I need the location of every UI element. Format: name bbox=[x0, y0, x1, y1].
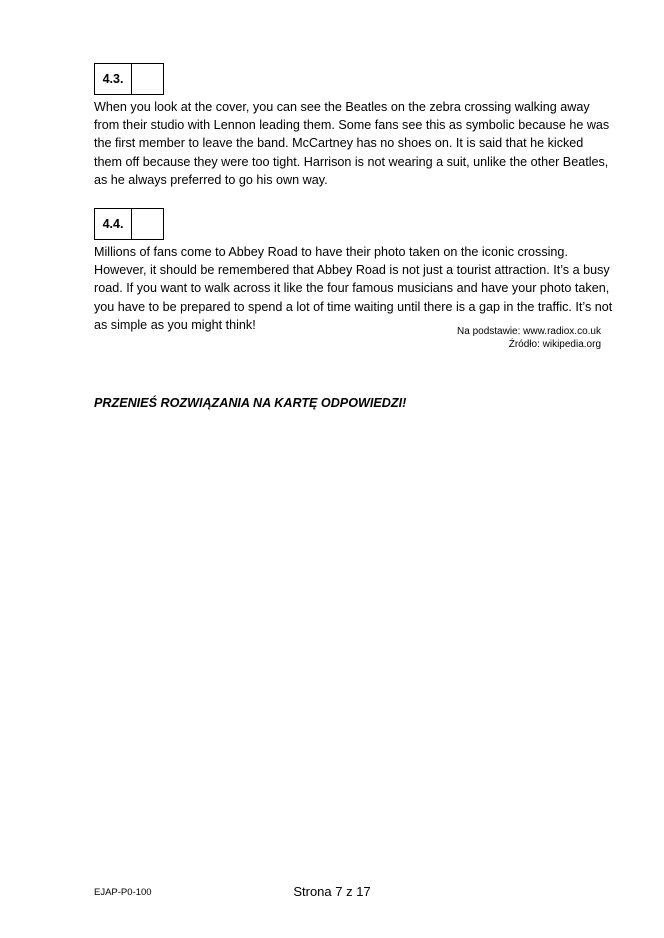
transfer-answers-notice: PRZENIEŚ ROZWIĄZANIA NA KARTĘ ODPOWIEDZI! bbox=[94, 396, 407, 410]
exam-code: EJAP-P0-100 bbox=[94, 887, 152, 898]
question-4-4-box bbox=[94, 208, 164, 240]
answer-cell[interactable] bbox=[132, 64, 163, 94]
answer-cell[interactable] bbox=[132, 209, 163, 239]
text-line: them off because they were too tight. Harrison is not wearing a suit, unlike the other Beatles, bbox=[94, 154, 609, 169]
text-line: as simple as you might think! bbox=[94, 317, 256, 332]
question-number: 4.4. bbox=[95, 209, 132, 239]
page-number: Strona 7 z 17 bbox=[293, 884, 371, 899]
question-4-3-box bbox=[94, 63, 164, 95]
text-line: road. If you want to walk across it like the four famous musicians and have your photo taken, bbox=[94, 281, 610, 296]
text-line: When you look at the cover, you can see the Beatles on the zebra crossing walking away bbox=[94, 100, 590, 114]
text-line: from their studio with Lennon leading them. Some fans see this as symbolic because he was bbox=[94, 118, 610, 133]
question-4-3-text bbox=[94, 98, 610, 189]
text-line: Millions of fans come to Abbey Road to have their photo taken on the iconic crossing. bbox=[94, 245, 568, 259]
source-attribution bbox=[457, 325, 601, 351]
question-4-4-text bbox=[94, 243, 613, 334]
question-number: 4.3. bbox=[95, 64, 132, 94]
source-line: Na podstawie: www.radiox.co.uk bbox=[457, 326, 601, 337]
text-line: you have to be prepared to spend a lot of time waiting until there is a gap in the traffic. It’s not bbox=[94, 299, 613, 314]
text-line: However, it should be remembered that Abbey Road is not just a tourist attraction. It’s a busy bbox=[94, 263, 610, 278]
text-line: as he always preferred to go his own way. bbox=[94, 172, 328, 187]
text-line: the first member to leave the band. McCartney has no shoes on. It is said that he kicked bbox=[94, 136, 584, 151]
source-line: Źródło: wikipedia.org bbox=[508, 339, 601, 350]
